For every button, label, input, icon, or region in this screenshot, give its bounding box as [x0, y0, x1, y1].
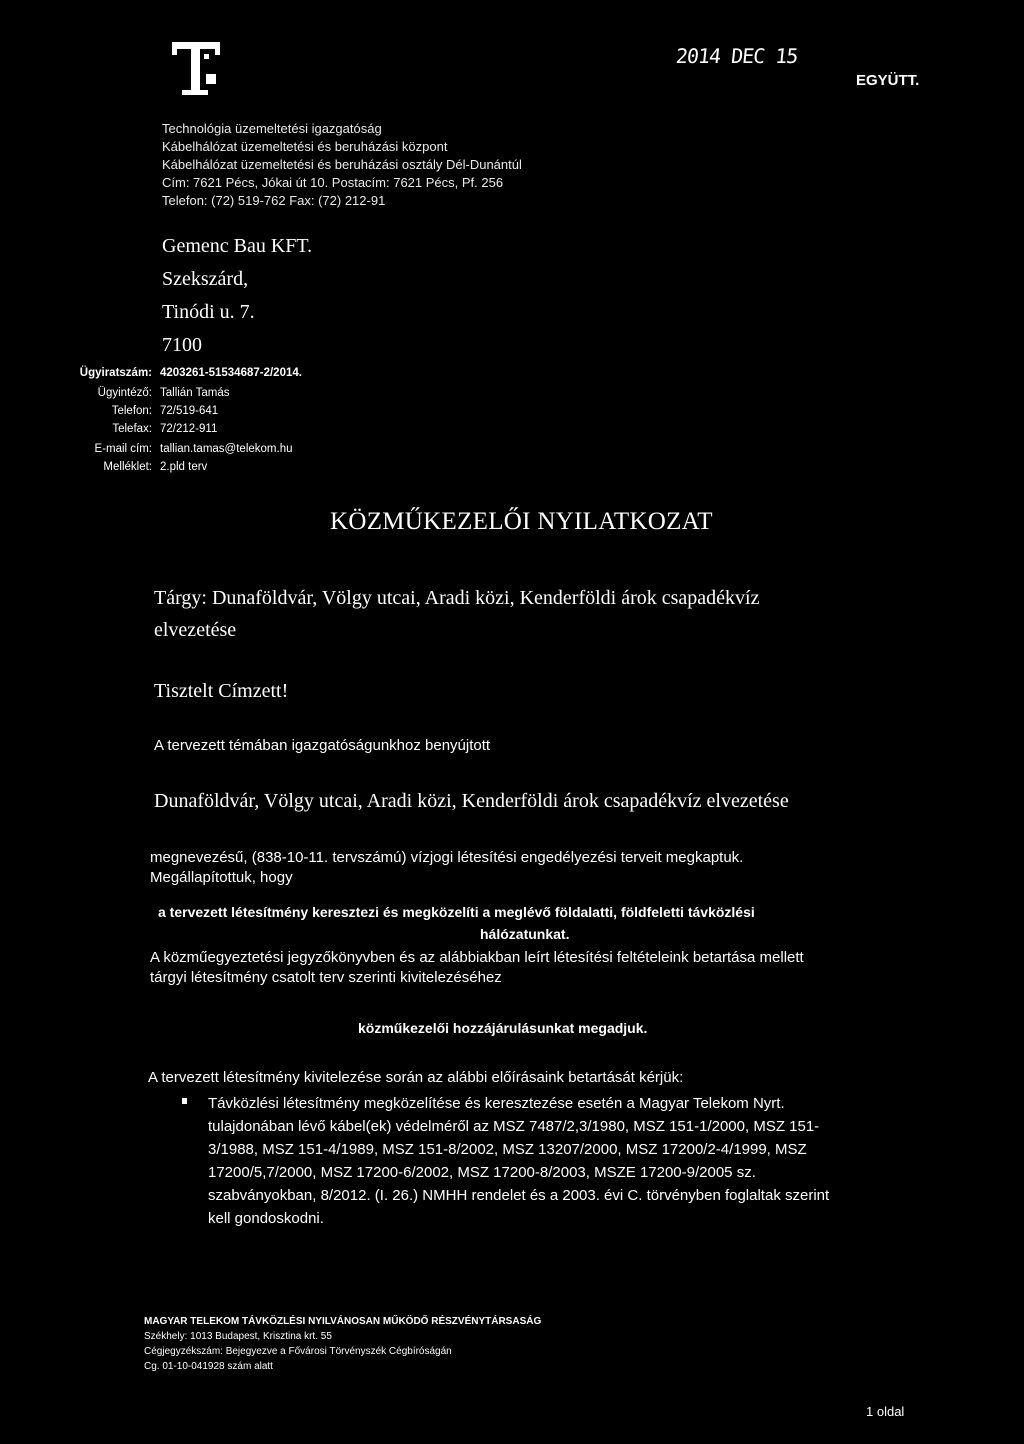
meta-value-email: tallian.tamas@telekom.hu	[160, 443, 293, 455]
telekom-logo	[166, 36, 228, 98]
paragraph-conditions	[150, 948, 804, 988]
text-line: tulajdonában lévő kábel(ek) védelméről az MSZ 7487/2,3/1980, MSZ 151-1/2000, MSZ 151-	[208, 1118, 820, 1135]
footer-reg-no: Cg. 01-10-041928 szám alatt	[144, 1361, 273, 1372]
meta-label-fax: Telefax:	[112, 423, 152, 435]
meta-value-phone: 72/519-641	[160, 405, 219, 417]
meta-label-case-number: Ügyiratszám:	[79, 367, 152, 379]
requirement-item	[208, 1092, 829, 1230]
sender-line: Cím: 7621 Pécs, Jókai út 10. Postacím: 7621 Pécs, Pf. 256	[162, 175, 504, 190]
intro-text: A tervezett témában igazgatóságunkhoz benyújtott	[154, 737, 491, 754]
reference-block	[0, 367, 400, 487]
sender-line: Kábelhálózat üzemeltetési és beruházási központ	[162, 139, 448, 154]
subject-line: elvezetése	[154, 619, 237, 641]
sender-line: Kábelhálózat üzemeltetési és beruházási osztály Dél-Dunántúl	[162, 157, 522, 172]
meta-label-email: E-mail cím:	[94, 443, 152, 455]
text-line: megnevezésű, (838-10-11. tervszámú) vízjogi létesítési engedélyezési terveit megkaptuk.	[150, 849, 744, 866]
date-stamp: 2014 DEC 15	[674, 44, 799, 68]
meta-label-phone: Telefon:	[111, 405, 152, 417]
footer-registry: Cégjegyzékszám: Bejegyezve a Fővárosi Törvényszék Cégbíróságán	[144, 1346, 452, 1357]
requirements-intro: A tervezett létesítmény kivitelezése során az alábbi előírásaink betartását kérjük:	[148, 1069, 684, 1086]
subject	[154, 582, 760, 646]
sender-line: Technológia üzemeltetési igazgatóság	[162, 121, 382, 136]
footer-company: MAGYAR TELEKOM TÁVKÖZLÉSI NYILVÁNOSAN MŰKÖDŐ RÉSZVÉNYTÁRSASÁG	[144, 1316, 542, 1327]
bullet-icon	[182, 1098, 187, 1104]
meta-value-fax: 72/212-911	[160, 423, 218, 435]
recipient-line: Szekszárd,	[162, 268, 249, 290]
text-line: A közműegyeztetési jegyzőkönyvben és az alábbiakban leírt létesítési feltételeink betartása mellett	[150, 949, 804, 966]
finding-line: hálózatunkat.	[480, 926, 570, 942]
slogan: EGYÜTT.	[856, 72, 920, 89]
recipient-address	[162, 230, 312, 362]
meta-value-attachment: 2.pld terv	[160, 461, 208, 473]
sender-line: Telefon: (72) 519-762 Fax: (72) 212-91	[162, 193, 386, 208]
recipient-line: Gemenc Bau KFT.	[162, 235, 313, 257]
sender-block	[162, 120, 522, 210]
salutation: Tisztelt Címzett!	[154, 680, 289, 702]
subject-line: Tárgy: Dunaföldvár, Völgy utcai, Aradi közi, Kenderföldi árok csapadékvíz	[154, 587, 760, 609]
meta-value-handler: Tallián Tamás	[160, 387, 230, 399]
document-title: KÖZMŰKEZELŐI NYILATKOZAT	[330, 508, 713, 535]
meta-value-case-number: 4203261-51534687-2/2014.	[160, 367, 302, 379]
meta-label-handler: Ügyintéző:	[97, 387, 152, 399]
page-number: 1 oldal	[866, 1404, 905, 1419]
paragraph-received	[150, 848, 743, 888]
consent-statement: közműkezelői hozzájárulásunkat megadjuk.	[358, 1020, 648, 1036]
meta-label-attachment: Melléklet:	[103, 461, 152, 473]
recipient-line: Tinódi u. 7.	[162, 301, 255, 323]
text-line: kell gondoskodni.	[208, 1210, 324, 1227]
footer	[144, 1314, 541, 1374]
text-line: tárgyi létesítmény csatolt terv szerinti kivitelezéséhez	[150, 969, 502, 986]
recipient-line: 7100	[162, 334, 202, 356]
text-line: Megállapítottuk, hogy	[150, 869, 293, 886]
text-line: szabványokban, 8/2012. (I. 26.) NMHH rendelet és a 2003. évi C. törvényben foglaltak szerint	[208, 1187, 830, 1204]
project-name: Dunaföldvár, Völgy utcai, Aradi közi, Kenderföldi árok csapadékvíz elvezetése	[154, 790, 789, 812]
text-line: Távközlési létesítmény megközelítése és keresztezése esetén a Magyar Telekom Nyrt.	[208, 1095, 785, 1112]
finding-line: a tervezett létesítmény keresztezi és megközelíti a meglévő földalatti, földfeletti távközlési	[158, 904, 755, 920]
footer-seat: Székhely: 1013 Budapest, Krisztina krt. 55	[144, 1331, 332, 1342]
text-line: 3/1988, MSZ 151-4/1989, MSZ 151-8/2002, MSZ 13207/2000, MSZ 17200/2-4/1999, MSZ	[208, 1141, 807, 1158]
text-line: 17200/5,7/2000, MSZ 17200-6/2002, MSZ 17200-8/2003, MSZE 17200-9/2005 sz.	[208, 1164, 756, 1181]
